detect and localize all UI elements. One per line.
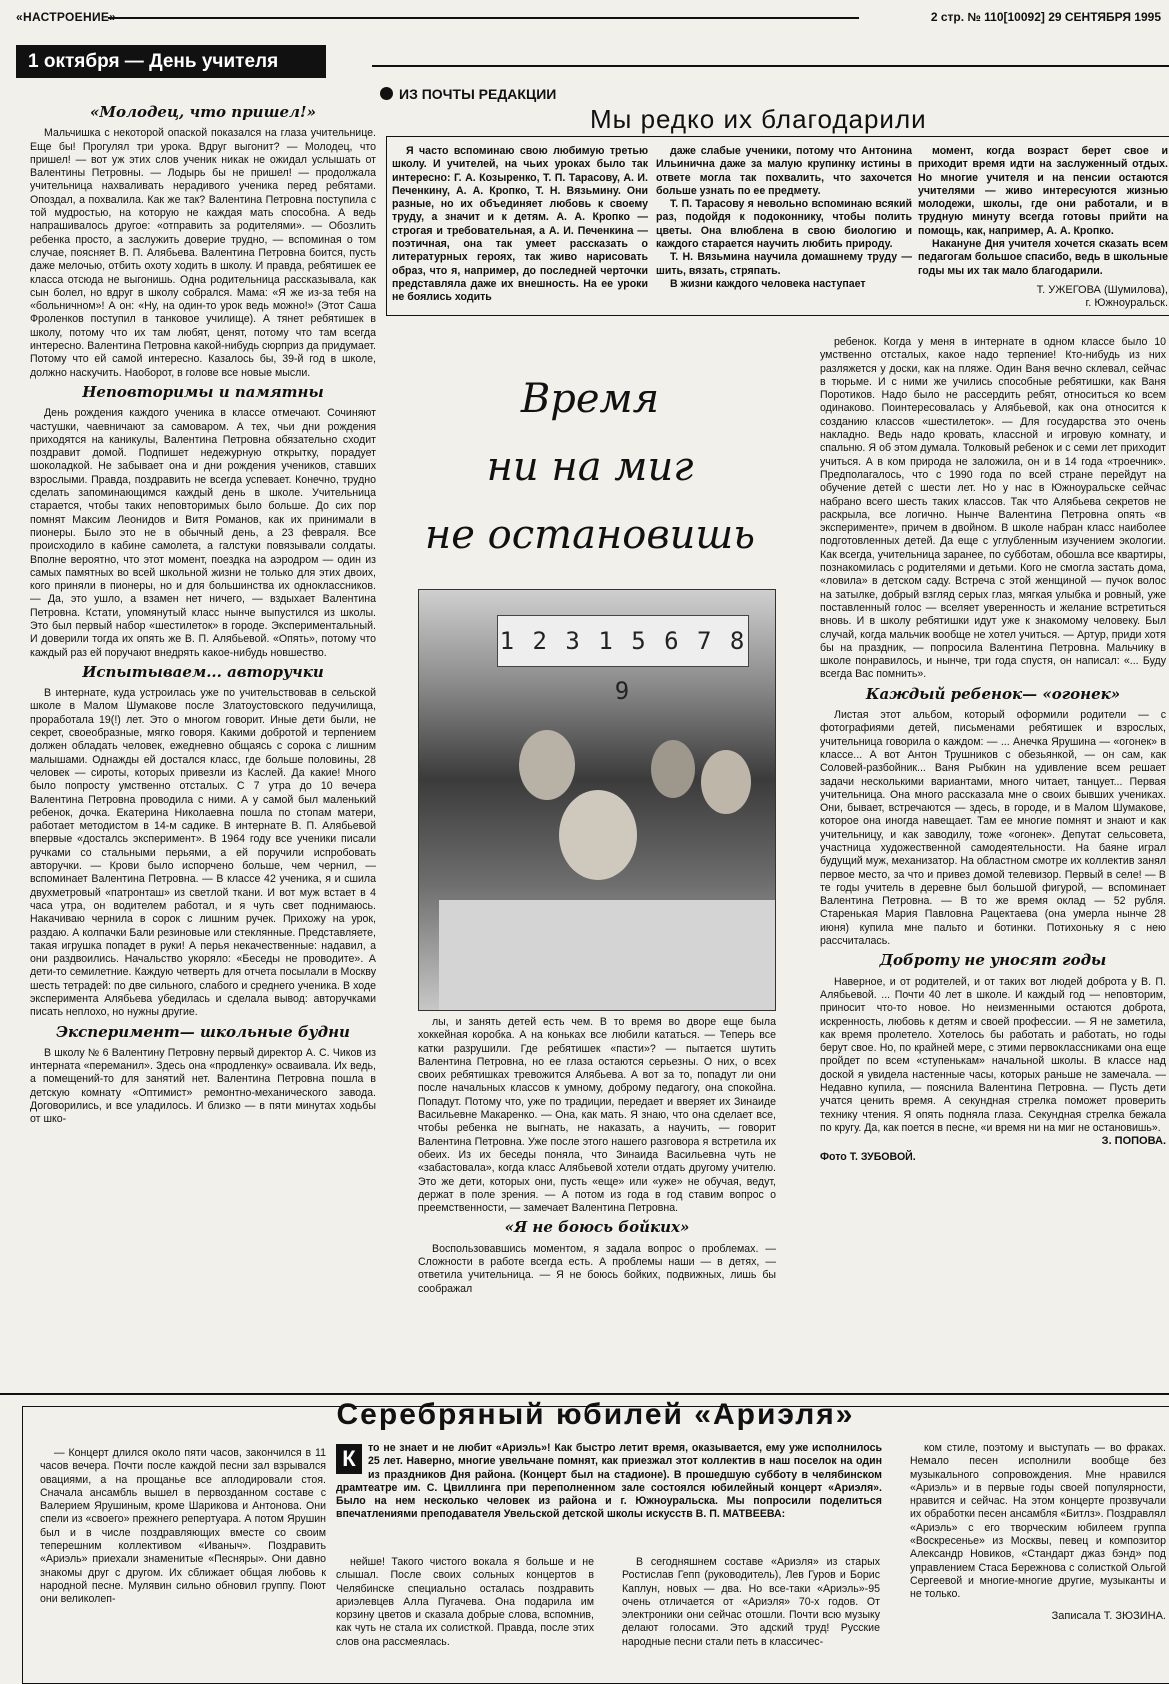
teacher-class-photo [418, 589, 776, 1011]
right-text-3: Наверное, и от родителей, и от таких вот людей доброта у В. П. Алябьевой. ... Почти 40 лет в школе. И каждый год — неповторим, приносит что-то новое. Но неизменными остаются доброта, искренность, любовь к детям и своей профессии. — Я не заметила, как время пролетело. Хотелось бы работать и работать, но годы берут свое. Но, по крайней мере, с этими первоклассниками она еще пройдет по всем «ступенькам» начальной школы. В классе над доской я увидела настенные часы, которых раньше не замечала. — Недавно купила, — пояснила Валентина Петровна. — Пусть дети учатся ценить время. А секундная стрелка поможет проверить технику чтения. Я опять подняла глаза. Секундная стрелка бежала по кругу. Да, как поется в песне, «и время ни на миг не остановишь». [820, 975, 1166, 1134]
bottom-column-2 [336, 1556, 594, 1680]
issue-info: 2 стр. № 110[10092] 29 СЕНТЯБРЯ 1995 [930, 10, 1161, 24]
photo-credit: Фото Т. ЗУБОВОЙ. [820, 1150, 916, 1163]
bottom-signature: Записала Т. ЗЮЗИНА. [1051, 1609, 1166, 1622]
subhead-3: Испытываем... авторучки [82, 662, 324, 681]
mail-col2-text: даже слабые ученики, потому что Антонина Ильинична даже за малую крупинку истины в ответе могла так похвалить, что захочется больше узнать по ее предмету. [656, 145, 912, 197]
author-signature: З. ПОПОВА. [1101, 1135, 1166, 1148]
bottom-col3-text: В сегодняшнем составе «Ариэля» из старых Ростислав Гепп (руководитель), Лев Гуров и Борис Каплун, новых — два. Но все-таки «Ариэль»-95 очень отличается от «Ариэля» 70-х годов. От электроники они сейчас отошли. Почти всю музыку делают голосами. Это адский труд! Русские народные песни стали петь в классичес- [622, 1556, 880, 1648]
child-figure [701, 750, 751, 814]
bottom-lead [336, 1442, 882, 1522]
bottom-col1-text: — Концерт длился около пяти часов, закончился в 11 часов вечера. Почти после каждой песни зал взрывался овациями, а на прощанье все аплодировали стоя. Сначала ансамбль вышел в первозданном составе с Валерием Ярушиным, кроме Шарикова и Антонова. Они спели из «своего» прежнего репертуара. А потом Ярушин был и в числе поздравляющих вместе со своим теперешним коллективом «Иваныч». Поздравить «Ариэль» приехали знаменитые «Песняры». Они давно знакомы друг с другом. Их сближает общая любовь к народной песне. Мулявин сильно обновил группу. Поют они великолеп- [40, 1447, 326, 1606]
teacher-figure [559, 790, 637, 880]
mail-column-2 [656, 145, 912, 291]
mail-heading-text: ИЗ ПОЧТЫ РЕДАКЦИИ [399, 86, 557, 102]
subhead-2: Неповторимы и памятны [82, 382, 324, 401]
bottom-column-3 [622, 1556, 880, 1680]
section-name: «НАСТРОЕНИЕ» [16, 10, 117, 24]
mail-col3-text: момент, когда возраст берет свое и приходит время идти на заслуженный отдых. Но многие учителя и на пенсии остаются учителями — живо интересуются жизнью молодежи, школы, где они работали, и в трудную минуту всегда готовы прийти на помощь, как, например, А. А. Кропко. [918, 145, 1168, 237]
bullet-icon [380, 87, 393, 100]
bottom-column-1 [40, 1447, 326, 1677]
mail-column-3 [918, 145, 1168, 311]
mail-col2c-text: Т. Н. Вязьмина научила домашнему труду — шить, вязать, стряпать. [656, 251, 912, 277]
article-right-column [820, 336, 1166, 1386]
left-text-2: День рождения каждого ученика в классе отмечают. Сочиняют частушки, чаевничают за самоваром. А тех, чьи дни рождения приходятся на каникулы, Валентина Петровна обязательно сходит поздравит домой. Подпишет недежурную открытку, порадует шоколадкой. Не забывает она и дни рождения учеников, ставших взрослыми. Правда, поздравить не всегда успевает. Конечно, трудно сделать запоминающимся каждый день в школе. Учительница старается, чтобы таких неповторимых было больше. До сих пор помнят Максим Леонидов и Витя Романов, как их принимали в пионеры. Было это не в обычный день, а 23 февраля. Все происходило в кабине самолета, а галстуки повязывали солдаты. Вполне вероятно, что этот момент, поездка на аэродром — один из самых памятных во всей школьной жизни не только для этих двоих, кого приняли в пионеры, но и для большинства их одноклассников. — Да, это ушло, а взамен нет ничего, — вздыхает Валентина Петровна. Кстати, упомянутый класс нынче выпустился из школы. Это был первый набор «шестилеток» в городе. Экспериментальный. И доверили тогда их опять же В. П. Алябьевой. «Опять», потому что каждый раз ей поручают внедрять какое-нибудь новшество. [30, 407, 376, 659]
left-text-3: В интернате, куда устроилась уже по учительствовав в сельской школе в Малом Шумакове после Златоустовского педучилища, проработала 19(!) лет. Это о многом говорит. Иные дети были, не секрет, своеобразные, мягко говоря. Какими добротой и терпением должен обладать человек, ежедневно общаясь с сорока с лишним малышами. Однажды ей достался класс, где больше половины, 28 человек — сироты, которых привезли из Каслей. Да какие! Много было попросту умственно отсталых. С 7 утра до 10 вечера Валентина Петровна проводила с ними. А у самой был маленький ребенок, дочка. Екатерина Николаевна пошла по стопам матери, работает методистом в 14-м садике. В интернате В. П. Алябьевой впервые «досталсь эксперимент». В 1964 году все ученики писали ручками со стальными перьями, а ей поручили испробовать авторучки. — Крови было испорчено больше, чем чернил, — вспоминает Валентина Петровна. — В классе 42 ученика, я и сшила двухметровый «патронташ» из светлой ткани. И вот муж встает в 4 часа утра, он водителем работал, и я чуть свет поднимаюсь. Накачиваю чернила в сорок с лишним ручек. Прихожу на урок, раздаю. А колпачки Бали резиновые или стеклянные. Представляете, такая игрушка попадет в руки! А перья некачественные: надавил, а они раздвоились. Начальство укоряло: «Беседы не проводите». А дети-то семилетние. Каждую четверть для отчета посылали в Москву шесть тетрадей: по две сильного, слабого и среднего ученика. В ходе эксперимента Алябьева убедилась и сделала вывод: авторучками писать неплохо, но нужны другие. [30, 687, 376, 1019]
bottom-col4-text: ком стиле, поэтому и выступать — во фраках. Немало песен исполнили вообще без музыкального сопровождения. Мне нравился «Ариэль» и в первые годы своей популярности, нравится и сейчас. На этом концерте прозвучали их обработки песен ансамбля «Битлз». Поздравлял «Ариэль» с его творческим юбилеем группа «Воскресенье» из Москвы, певец и композитор Александр Новиков, «Стандарт джаз бэнд» под управлением Стаса Бережнова с солисткой Ольгой Сергеевой и многие-многие другие, музыканты и не только. [910, 1442, 1166, 1601]
right-text-1: ребенок. Когда у меня в интернате в одном классе было 10 умственно отсталых, какое надо терпение! Кто-нибудь из них разляжется у доски, как на пляже. Один Ваня вечно склевал, сейчас в тюрьме. И с ними же учились способные ребятишки, как Ваня Поротиков. Надо было не рассердить ребят, относиться ко всем одинаково. Поинтересовалась у Алябьевой, как она относится к созданию классов «шестилеток». — Для государства это очень накладно. Ведь надо кровать, классной и игровую комнату, и спальню. Я об этом думала. Толковый ребенок и с семи лет приходит учиться. А в ком природа не заложила, он и в 14 года «троечник». Предполагалось, что с 1990 года по всей стране перейдут на обучение детей с шести лет. Но у нас в Южноуральске сейчас набрано всего шесть таких классов. Так что Алябьева секретов не раскрыла, все логично. Нынче Валентина Петровна опять «в эксперименте», причем в двойном. В школе набран класс наиболее подготовленных детей. Да еще с углубленным изучением экологии. Как всегда, учительница заранее, по субботам, обошла все квартиры, познакомилась с родителями и детьми. Кого не смогла застать дома, «ловила» в детском саду. Встреча с этой женщиной — пучок волос на затылке, добрый взгляд серых глаз, мягкая улыбка и ровный, уже поставленный голос — вселяет уверенность и желание встретиться вновь. И в школу ребятишки идут уже к знакомому человеку. Был случай, когда мальчик вообще не хотел учиться. — Артур, приди хотя бы на праздник, — попросила Валентина Петровна. Мальчику в школе понравилось, и нынче, три года спустя, он написал: «... Буду всегда Вас помнить». [820, 336, 1166, 681]
title-line-3: не остановишь [424, 512, 756, 558]
school-desk [439, 898, 776, 1010]
article-left-column [30, 100, 376, 1390]
article-middle-column [418, 1016, 776, 1384]
mail-heading [380, 86, 556, 102]
banner-rule [372, 65, 1169, 67]
bottom-rule [0, 1393, 1169, 1395]
child-figure [651, 740, 695, 798]
bottom-col2-text: нейше! Такого чистого вокала я больше и не слышал. После своих сольных концертов в Челябинске специально осталась поздравить ариэлевцев Алла Пугачева. Она подарила им корзину цветов и сказала добрые слова, вспомнив, как чуть не стала их солисткой. Правда, после этих слов она рассмеялась. [336, 1556, 594, 1648]
left-text-4: В школу № 6 Валентину Петровну первый директор А. С. Чиков из интерната «переманил». Здесь она «продленку» осваивала. Их ведь, а помещений-то для занятий нет. Валентина Петровна пошла в детскую комнату «Оптимист» ремонтно-механического завода. Договорились, и все уладилось. И близко — в пяти минутах ходьбы от шко- [30, 1046, 376, 1126]
mail-col3b-text: Накануне Дня учителя хочется сказать всем педагогам большое спасибо, ведь в школьные годы мы их так мало благодарили. [918, 238, 1168, 277]
number-board: 1 2 3 1 5 6 7 8 9 [497, 615, 749, 667]
bottom-article-title: Серебряный юбилей «Ариэля» [336, 1398, 855, 1431]
middle-text-2: Воспользовавшись моментом, я задала вопрос о проблемах. — Сложности в работе всегда есть. А проблемы наши — в детях, — ответила учительница. — Я не боюсь бойких, подвижных, лишь бы соображал [418, 1242, 776, 1295]
subhead-4: Эксперимент— школьные будни [56, 1022, 350, 1041]
mail-col2d-text: В жизни каждого человека наступает [670, 277, 866, 290]
subhead-5: «Я не боюсь бойких» [504, 1218, 690, 1237]
title-line-1: Время [520, 376, 660, 422]
date-banner: 1 октября — День учителя [16, 45, 326, 78]
mail-signature: Т. УЖЕГОВА (Шумилова), [1036, 283, 1168, 296]
header-rule [108, 17, 859, 19]
child-figure [519, 730, 575, 800]
mail-signature-city: г. Южноуральск. [1085, 297, 1168, 310]
dropcap-letter: К [336, 1444, 362, 1474]
mail-col1-text: Я часто вспоминаю свою любимую третью школу. И учителей, на чьих уроках было так интересно: Г. А. Козыренко, Т. П. Тарасову, А. И. Печенкину, А. А. Кропко, Т. Н. Вязьмину. Они разные, но их объединяет любовь к своему труду, а значит и к детям. А. А. Кропко — строгая и требовательная, а А. И. Печенкина — поэтичная, она так умеет рассказать о литературных героях, так живо нарисовать образ, что я, например, до последней черточки представляла даже их внешность. На ее уроки не боялись ходить [392, 145, 648, 304]
subhead-7: Доброту не уносят годы [879, 951, 1107, 970]
left-text-1: Мальчишка с некоторой опаской показался на глаза учительнице. Еще бы! Прогулял три урока. Вдруг выгонит? — Молодец, что пришел! — вот уж этих слов ученик никак не ожидал услышать от Валентины Петровны. — Лодырь бы не пришел! — продолжала учительница нахваливать нерадивого ученика перед ребятами. Опоздал, а похвалила. Как же так? Валентина Петровна поступила с той мудростью, на которую не каждая мать способна. А ведь напрашивалось другое: «отправить за родителями». — Обозлить ребенка просто, а заслужить доверие трудно, — вспоминая о том случае, поясняет В. П. Алябьева. Валентина Петровна боится, пусть даже мелочью, отбить охоту ходить в школу. И правда, ребятишек ее класса отсюда не выгонишь. Одна родительница рассказывала, как сын болел, но вдруг в школу собрался. Мама: «Я же из-за тебя на «больничном»! А он: «Ну, на один-то урок ведь можно!» (Этот Саша Фроленков поступил в танковое училище). А тянет ребятишек в школу, потому что их там любят, ценят, потому что там всегда интересно. Валентина Петровна какой-нибудь сюрприз да придумает. Потому что ей самой интересно. Казалось бы, 39-й год в школе, должно наскучить. Наоборот, в голове все новые мысли. [30, 127, 376, 379]
mail-col2b-text: Т. П. Тарасову я невольно вспоминаю всякий раз, подойдя к подоконнику, чтобы полить цветы. Она влюблена в свою биологию и каждого старается научить любить природу. [656, 198, 912, 251]
mail-title: Мы редко их благодарили [590, 104, 927, 134]
right-text-2: Листая этот альбом, который оформили родители — с фотографиями детей, письменами ребятишек и взрослых, учительница говорила о каждом: — ... Анечка Ярушина — «огонек» в классе... А вот Антон Трушников с обезьянкой, — он сам, как Соловей-разбойник... Ваня Рыбкин на удивление всем решает задачи несколькими вариантами, много читает, танцует... Первая учительница. Она много рассказала мне о своих бывших учениках. Они, бывает, встречаются — здесь, в городе, и в Малом Шумакове, которое она иногда навещает. Там ее многие помнят и знают и как учительницу, и как заводилу, тоже «огонек». Депутат сельсовета, участница художественной самодеятельности. На баяне играл будущий муж, механизатор. На областном смотре их коллектив занял первое место, за что и привез домой телевизор. Первый в селе! — В те годы учитель в деревне был большой фигурой, — вспоминает Валентина Петровна. — В то же время оклад — 52 рубля. Старенькая Мария Павловна Рацектаева (она умерла нынче 28 июня) купила мне пальто и ботинки. Потихоньку я с нею рассчиталась. [820, 709, 1166, 948]
mail-column-1 [392, 145, 648, 305]
title-line-2: ни на миг [486, 444, 694, 490]
article-title [390, 365, 790, 569]
subhead-1: «Молодец, что пришел!» [90, 103, 316, 121]
bottom-lead-text: то не знает и не любит «Ариэль»! Как быстро летит время, оказывается, ему уже исполнилось 25 лет. Наверно, многие увельчане помнят, как приезжал этот коллектив в наш поселок на один из праздников Дня района. (Концерт был на стадионе). В прошедшую субботу в челябинском драмтеатре им. С. Цвиллинга при переполненном зале состоялся юбилейный концерт «Ариэля». Было на нем несколько человек из района и г. Южноуральска. Мы попросили поделиться впечатлениями преподавателя Увельской детской школы искусств В. П. МАТВЕЕВА: [336, 1442, 882, 1521]
subhead-6: Каждый ребенок— «огонек» [865, 684, 1121, 703]
middle-text-1: лы, и занять детей есть чем. В то время во дворе еще была хоккейная коробка. А на коньках все любили кататься. — Теперь все катки разрушили. Где ребятишек «пасти»? — пытается шутить Валентина Петровна, но ее глаза остаются серьезны. О них, о всех своих ребятишках тревожится Алябьева. А вот за то, попадут ли они после начальных классов к умному, доброму педагогу, она спокойна. Попадут. Потому что, уже по традиции, передает и вверяет их Зинаиде Васильевне Макаренко. — Она, как мать. Я знаю, что она сделает все, чтобы ребенка не выгнать, не наказать, а научить, — говорит Валентина Петровна. Уже после этого нашего разговора я встретила их обеих. Из их беседы поняла, что Зинаида Васильевна чуть не «забастовала», когда класс Алябьевой хотели отдать другому учителю. Это же дети, которых они, пусть «еще» или «уже» не обучая, ведут, держат в поле зрения. — А потом из года в год ставим вопрос о преемственности, — замечает Валентина Петровна. [418, 1016, 776, 1215]
bottom-column-4 [910, 1442, 1166, 1682]
